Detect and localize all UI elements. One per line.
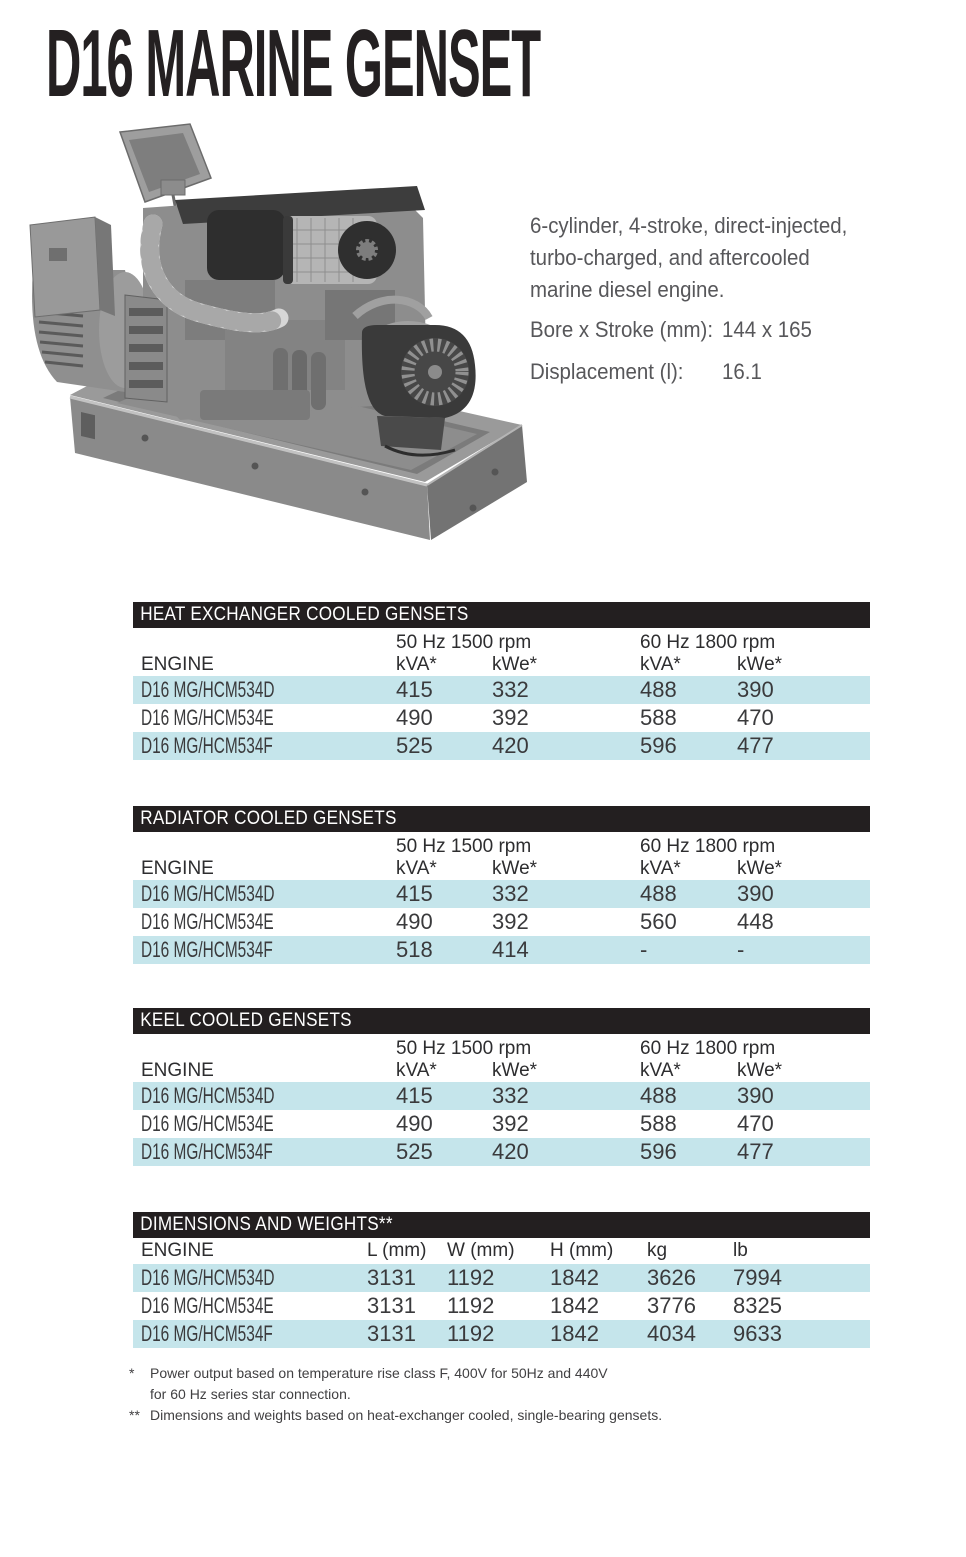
kva-60hz-value: 588 <box>640 705 677 730</box>
engine-name: D16 MG/HCM534E <box>141 1293 274 1318</box>
kwe-60hz-value: 477 <box>737 1139 774 1164</box>
table-row <box>133 676 870 704</box>
kwe-60hz-value: 390 <box>737 1083 774 1108</box>
step-bracket <box>125 295 167 402</box>
table-row <box>133 1264 870 1292</box>
col-header-kwe-60: kWe* <box>737 858 783 879</box>
engine-name: D16 MG/HCM534D <box>141 1265 275 1290</box>
description-line: turbo-charged, and aftercooled <box>530 245 810 270</box>
col-header-engine: ENGINE <box>141 1240 214 1261</box>
freq-header-50hz: 50 Hz 1500 rpm <box>396 836 532 857</box>
footnote-text: for 60 Hz series star connection. <box>150 1386 351 1402</box>
table-title-bar <box>133 602 870 628</box>
col-header-width: W (mm) <box>447 1240 515 1261</box>
table-heat-exchanger-cooled <box>133 602 870 762</box>
col-header-kva-50: kVA* <box>396 654 437 675</box>
col-header-kva-50: kVA* <box>396 858 437 879</box>
engine-name: D16 MG/HCM534D <box>141 1083 275 1108</box>
table-title-bar <box>133 806 870 832</box>
engine-name: D16 MG/HCM534F <box>141 733 273 758</box>
table-row <box>133 1110 870 1138</box>
charge-air-cooler <box>207 210 285 280</box>
kva-50hz-value: 490 <box>396 909 433 934</box>
kva-50hz-value: 415 <box>396 881 433 906</box>
kva-60hz-value: 588 <box>640 1111 677 1136</box>
kwe-60hz-value: 470 <box>737 705 774 730</box>
footnote-marker: * <box>129 1365 135 1381</box>
kwe-50hz-value: 392 <box>492 1111 529 1136</box>
kva-60hz-value: 488 <box>640 881 677 906</box>
freq-header-60hz: 60 Hz 1800 rpm <box>640 1038 776 1059</box>
footnote-power-output <box>129 1363 809 1384</box>
footnote-power-output-cont <box>129 1384 809 1405</box>
air-filter <box>283 216 396 284</box>
table-title: RADIATOR COOLED GENSETS <box>140 808 397 829</box>
kwe-60hz-value: 390 <box>737 881 774 906</box>
table-row <box>133 880 870 908</box>
engine-name: D16 MG/HCM534F <box>141 1139 273 1164</box>
freq-header-60hz: 60 Hz 1800 rpm <box>640 836 776 857</box>
table-keel-cooled <box>133 1008 870 1168</box>
table-row <box>133 1082 870 1110</box>
height-value: 1842 <box>550 1265 599 1290</box>
kva-60hz-value: 596 <box>640 733 677 758</box>
genset-photo <box>25 120 545 560</box>
kwe-50hz-value: 420 <box>492 733 529 758</box>
table-title: KEEL COOLED GENSETS <box>140 1010 352 1031</box>
engine-name: D16 MG/HCM534E <box>141 909 274 934</box>
engine-name: D16 MG/HCM534F <box>141 937 273 962</box>
footnote-text: Dimensions and weights based on heat-exchanger cooled, single-bearing gensets. <box>150 1407 663 1423</box>
kva-50hz-value: 525 <box>396 1139 433 1164</box>
table-title-bar <box>133 1212 870 1238</box>
kwe-50hz-value: 420 <box>492 1139 529 1164</box>
col-header-kva-60: kVA* <box>640 654 681 675</box>
footnotes <box>129 1363 809 1426</box>
width-value: 1192 <box>447 1265 495 1290</box>
kva-60hz-value: - <box>640 937 648 962</box>
col-header-kg: kg <box>647 1240 668 1261</box>
page-title: D16 MARINE GENSET <box>46 10 541 117</box>
kwe-50hz-value: 332 <box>492 677 529 702</box>
width-value: 1192 <box>447 1293 495 1318</box>
kwe-50hz-value: 332 <box>492 881 529 906</box>
kva-60hz-value: 596 <box>640 1139 677 1164</box>
engine-name: D16 MG/HCM534F <box>141 1321 273 1346</box>
col-header-kva-60: kVA* <box>640 858 681 879</box>
genset-photo-illustration <box>25 120 545 560</box>
length-value: 3131 <box>367 1293 416 1318</box>
table-row <box>133 908 870 936</box>
engine-name: D16 MG/HCM534D <box>141 677 275 702</box>
col-header-engine: ENGINE <box>141 858 214 879</box>
spec-label-displacement: Displacement (l): <box>530 359 684 384</box>
freq-header-50hz: 50 Hz 1500 rpm <box>396 632 532 653</box>
lb-value: 9633 <box>733 1321 782 1346</box>
length-value: 3131 <box>367 1321 416 1346</box>
table-title: DIMENSIONS AND WEIGHTS** <box>140 1214 393 1235</box>
spec-value-bore-stroke: 144 x 165 <box>722 317 812 342</box>
col-header-kva-50: kVA* <box>396 1060 437 1081</box>
kwe-50hz-value: 332 <box>492 1083 529 1108</box>
height-value: 1842 <box>550 1321 599 1346</box>
table-dimensions-weights <box>133 1212 870 1372</box>
height-value: 1842 <box>550 1293 599 1318</box>
table-title: HEAT EXCHANGER COOLED GENSETS <box>140 604 469 625</box>
kwe-60hz-value: 390 <box>737 677 774 702</box>
footnote-text: Power output based on temperature rise class F, 400V for 50Hz and 440V <box>150 1365 608 1381</box>
kva-50hz-value: 518 <box>396 937 433 962</box>
kwe-60hz-value: 470 <box>737 1111 774 1136</box>
kg-value: 3626 <box>647 1265 696 1290</box>
col-header-engine: ENGINE <box>141 654 214 675</box>
kg-value: 4034 <box>647 1321 696 1346</box>
col-header-length: L (mm) <box>367 1240 427 1261</box>
kva-60hz-value: 560 <box>640 909 677 934</box>
kg-value: 3776 <box>647 1293 696 1318</box>
spec-value-displacement: 16.1 <box>722 359 762 384</box>
footnote-marker: ** <box>129 1407 140 1423</box>
footnote-dimensions <box>129 1405 809 1426</box>
kva-60hz-value: 488 <box>640 677 677 702</box>
kwe-60hz-value: 477 <box>737 733 774 758</box>
table-row <box>133 1138 870 1166</box>
col-header-kwe-60: kWe* <box>737 1060 783 1081</box>
engine-name: D16 MG/HCM534D <box>141 881 275 906</box>
col-header-kwe-60: kWe* <box>737 654 783 675</box>
col-header-engine: ENGINE <box>141 1060 214 1081</box>
freq-header-50hz: 50 Hz 1500 rpm <box>396 1038 532 1059</box>
lb-value: 8325 <box>733 1293 782 1318</box>
length-value: 3131 <box>367 1265 416 1290</box>
width-value: 1192 <box>447 1321 495 1346</box>
table-radiator-cooled <box>133 806 870 966</box>
engine-name: D16 MG/HCM534E <box>141 705 274 730</box>
col-header-lb: lb <box>733 1240 748 1261</box>
kwe-50hz-value: 414 <box>492 937 529 962</box>
spec-label-bore-stroke: Bore x Stroke (mm): <box>530 317 714 342</box>
kva-60hz-value: 488 <box>640 1083 677 1108</box>
kva-50hz-value: 415 <box>396 1083 433 1108</box>
table-row <box>133 1320 870 1348</box>
description-line: 6-cylinder, 4-stroke, direct-injected, <box>530 213 848 238</box>
col-header-kwe-50: kWe* <box>492 654 538 675</box>
kwe-60hz-value: 448 <box>737 909 774 934</box>
col-header-kwe-50: kWe* <box>492 858 538 879</box>
kva-50hz-value: 415 <box>396 677 433 702</box>
kwe-50hz-value: 392 <box>492 909 529 934</box>
table-row <box>133 732 870 760</box>
kva-50hz-value: 490 <box>396 1111 433 1136</box>
table-row <box>133 704 870 732</box>
kva-50hz-value: 490 <box>396 705 433 730</box>
col-header-kva-60: kVA* <box>640 1060 681 1081</box>
col-header-height: H (mm) <box>550 1240 614 1261</box>
description-line: marine diesel engine. <box>530 277 725 302</box>
col-header-kwe-50: kWe* <box>492 1060 538 1081</box>
kva-50hz-value: 525 <box>396 733 433 758</box>
kwe-50hz-value: 392 <box>492 705 529 730</box>
table-row <box>133 1292 870 1320</box>
lb-value: 7994 <box>733 1265 782 1290</box>
kwe-60hz-value: - <box>737 937 745 962</box>
table-title-bar <box>133 1008 870 1034</box>
freq-header-60hz: 60 Hz 1800 rpm <box>640 632 776 653</box>
engine-name: D16 MG/HCM534E <box>141 1111 274 1136</box>
table-row <box>133 936 870 964</box>
